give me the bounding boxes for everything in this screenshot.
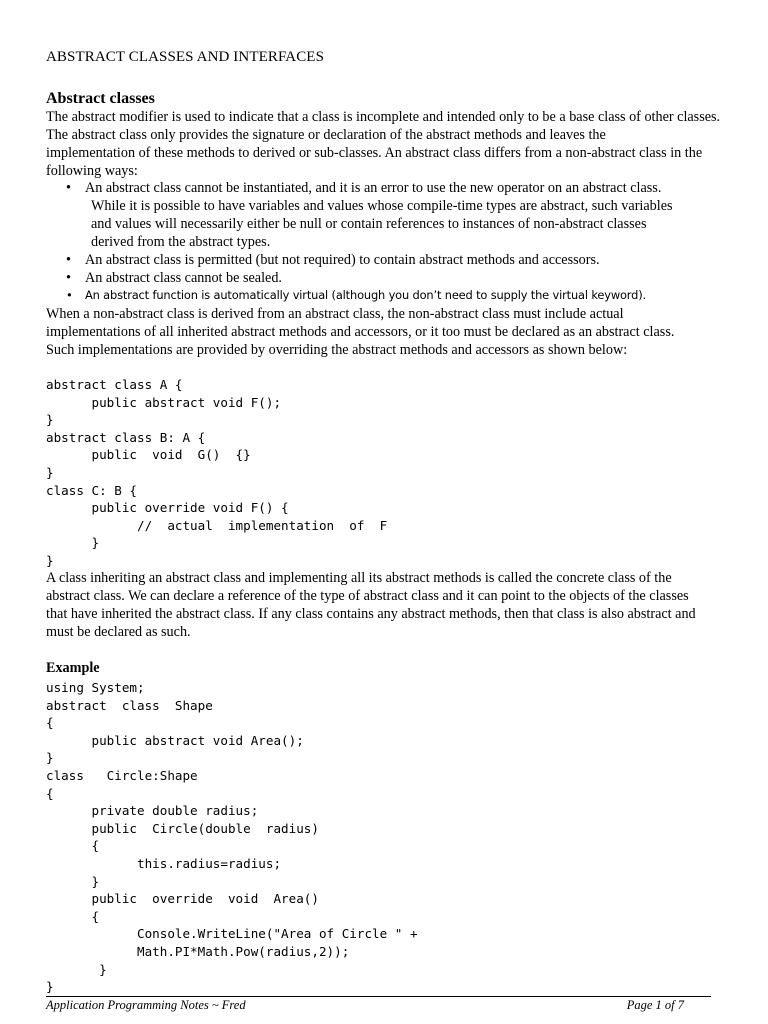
paragraph-line: abstract class. We can declare a reference of the type of abstract class and it can point to the objects of the classes [46,587,689,604]
footer-document-name: Application Programming Notes ~ Fred [46,998,246,1012]
footer-divider [46,996,711,997]
code-line: } [46,961,107,977]
code-line: } [46,552,54,568]
example-heading: Example [46,660,100,676]
paragraph-line: The abstract class only provides the signature or declaration of the abstract methods and leaves the [46,126,606,143]
paragraph-line: that have inherited the abstract class. If any class contains any abstract methods, then that class is also abstract and [46,605,696,622]
paragraph-line: following ways: [46,162,138,179]
bullet-line: While it is possible to have variables and values whose compile-time types are abstract, such variables [91,197,673,214]
bullet-line: and values will necessarily either be null or contain references to instances of non-abstract classes [91,215,647,232]
code-line: public abstract void F(); [46,394,282,410]
code-line: } [46,535,100,551]
paragraph-line: The abstract modifier is used to indicate that a class is incomplete and intended only to be a base class of other classes. [46,109,721,125]
section-heading-abstract-classes: Abstract classes [46,90,155,107]
code-line: public override void F() { [46,500,289,516]
document-title: ABSTRACT CLASSES AND INTERFACES [46,49,325,65]
paragraph-line: must be declared as such. [46,623,191,640]
code-line: public void G() {} [46,447,251,463]
differences-bullet-list [46,180,736,305]
bullet-line: An abstract function is automatically virtual (although you don’t need to supply the virtual keyword). [85,288,646,303]
code-block-shape-example [46,679,418,996]
bullet-dot-icon: • [66,269,71,286]
code-line: abstract class B: A { [46,429,206,445]
code-line: class Circle:Shape [46,767,198,783]
code-line: } [46,873,100,889]
code-line: } [46,464,54,480]
paragraph-line: A class inheriting an abstract class and implementing all its abstract methods is called the concrete class of the [46,570,672,586]
bullet-dot-icon: • [66,180,71,196]
bullet-line: An abstract class is permitted (but not required) to contain abstract methods and accessors. [85,251,600,268]
bullet-line: An abstract class cannot be sealed. [85,269,282,286]
code-line: { [46,785,54,801]
concrete-class-paragraph [46,570,736,642]
bullet-line: derived from the abstract types. [91,233,271,250]
paragraph-line: When a non-abstract class is derived from an abstract class, the non-abstract class must include actual [46,306,624,322]
bullet-item [46,270,736,288]
code-line: // actual implementation of F [46,517,388,533]
code-line: public abstract void Area(); [46,732,304,748]
paragraph-line: implementation of these methods to derived or sub-classes. An abstract class differs from a non-abstract class in the [46,144,703,161]
code-line: Math.PI*Math.Pow(radius,2)); [46,943,350,959]
paragraph-line: implementations of all inherited abstract methods and accessors, or it too must be declared as an abstract class. [46,323,675,340]
code-line: { [46,715,54,731]
code-line: } [46,750,54,766]
code-line: } [46,412,54,428]
code-line: } [46,979,54,995]
paragraph-line: Such implementations are provided by overriding the abstract methods and accessors as shown below: [46,341,628,358]
code-line: private double radius; [46,803,259,819]
code-line: using System; [46,680,145,695]
code-line: { [46,908,100,924]
bullet-item [46,252,736,270]
footer-page-number: Page 1 of 7 [626,998,684,1012]
code-block-abstract-example [46,376,387,570]
intro-paragraph [46,109,736,181]
code-line: abstract class Shape [46,697,213,713]
code-line: this.radius=radius; [46,855,282,871]
derived-class-paragraph [46,306,736,360]
bullet-item [46,180,736,252]
code-line: public override void Area() [46,891,319,907]
code-line: class C: B { [46,482,137,498]
code-line: { [46,838,100,854]
code-line: public Circle(double radius) [46,820,319,836]
code-line: abstract class A { [46,377,183,392]
bullet-dot-icon: • [66,251,71,268]
bullet-line: An abstract class cannot be instantiated, and it is an error to use the new operator on an abstract class. [85,180,662,196]
code-line: Console.WriteLine("Area of Circle " + [46,926,418,942]
bullet-dot-icon: • [66,288,73,303]
bullet-item [46,287,736,305]
